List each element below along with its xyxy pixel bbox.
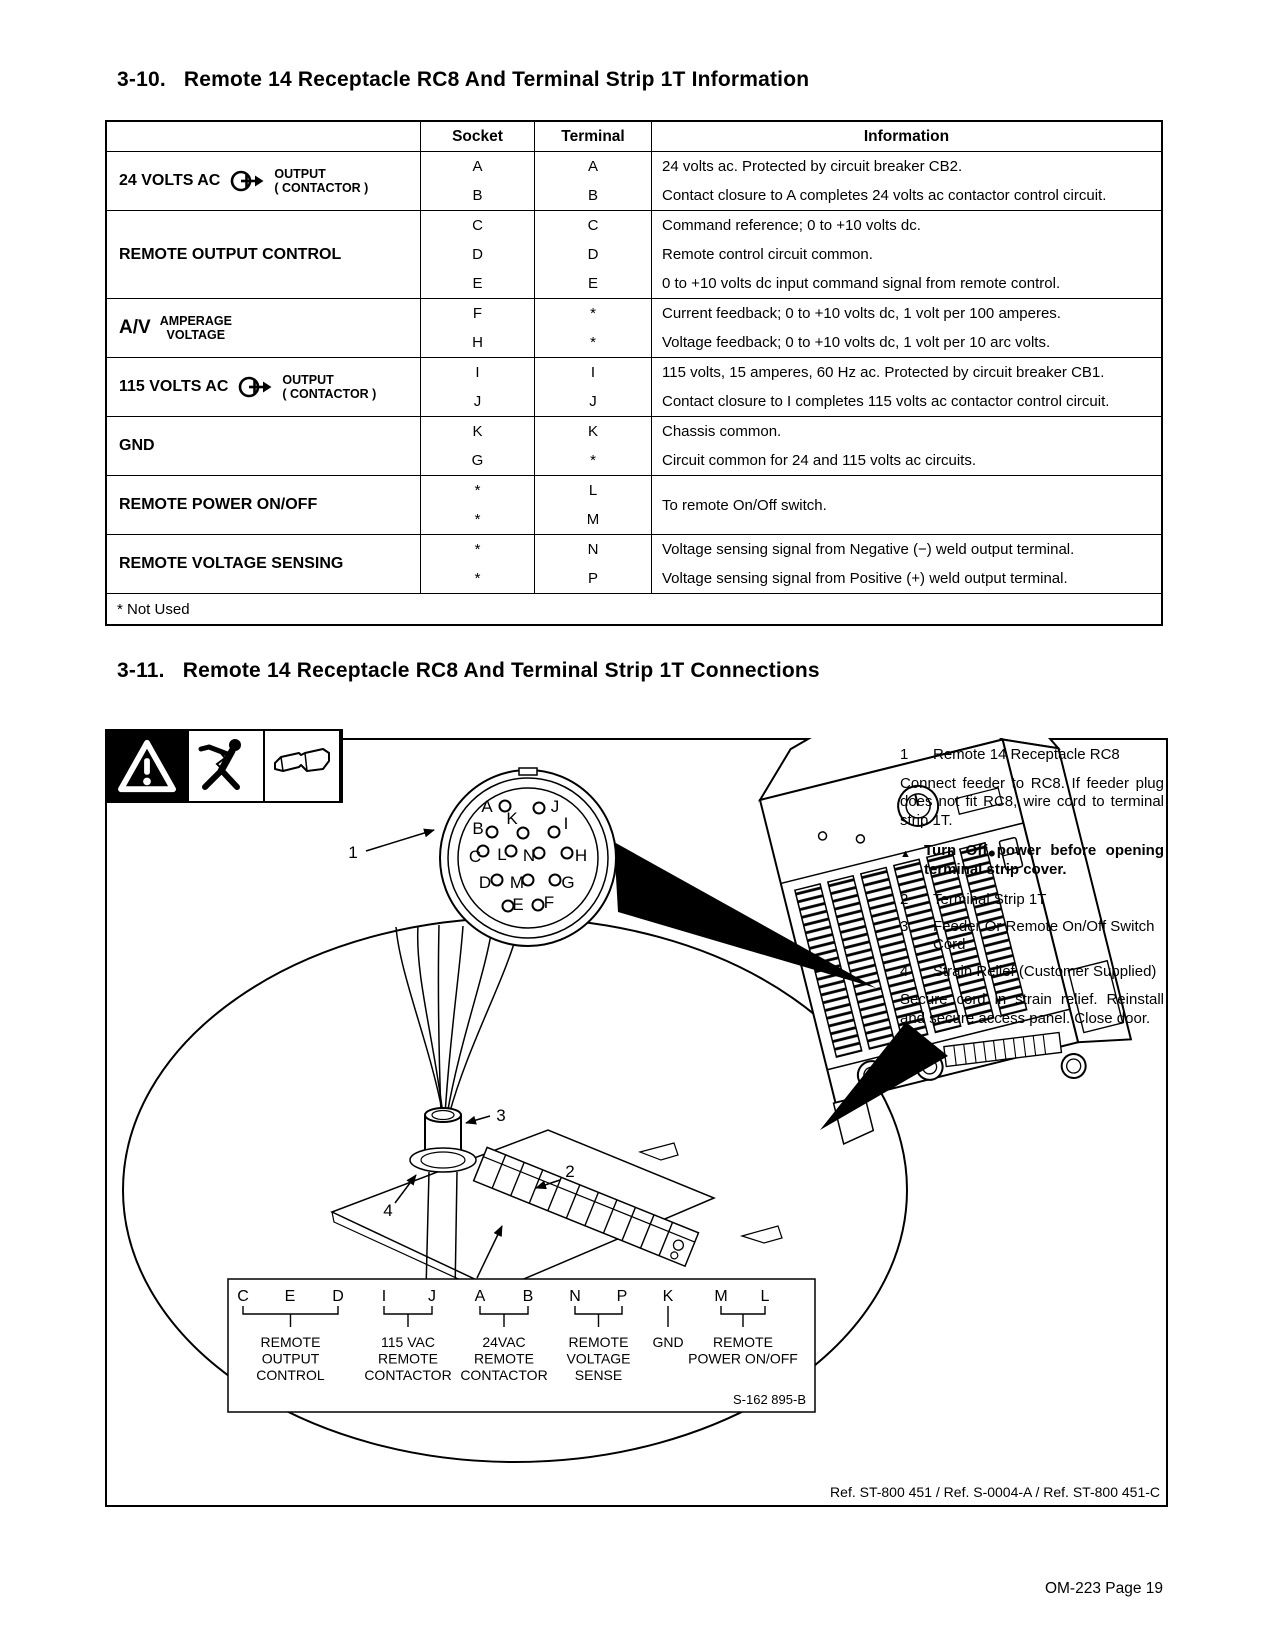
- socket-cell: [420, 417, 534, 475]
- pin-label-A: A: [481, 797, 493, 816]
- pin-label-G: G: [561, 873, 575, 892]
- information-value: Chassis common.: [662, 423, 782, 440]
- terminal-group-label: 115 VAC: [381, 1334, 435, 1350]
- table-group-row: [107, 358, 1161, 417]
- socket-value: D: [472, 246, 483, 263]
- terminal-group-label: REMOTE: [568, 1334, 629, 1350]
- terminal-letter-E: E: [284, 1288, 296, 1305]
- information-cell: To remote On/Off switch.: [651, 476, 1161, 534]
- pin-socket-I: [549, 827, 560, 838]
- pin-label-H: H: [574, 846, 588, 865]
- drawing-number: S-162 895-B: [733, 1392, 806, 1407]
- section-310-title: [117, 68, 809, 92]
- terminal-group-label: CONTACTOR: [460, 1367, 548, 1383]
- terminal-cell: [534, 152, 651, 210]
- output-contactor-icon: [229, 168, 265, 194]
- pin-socket-L: [506, 846, 517, 857]
- socket-value: *: [474, 570, 481, 587]
- terminal-value: K: [587, 423, 598, 440]
- legend-item: [900, 918, 1164, 955]
- table-group-row: [107, 299, 1161, 358]
- information-value: 115 volts, 15 amperes, 60 Hz ac. Protected by circuit breaker CB1.: [662, 364, 1105, 381]
- section-311-heading: Remote 14 Receptacle RC8 And Terminal Strip 1T Connections: [182, 659, 820, 682]
- section-311-number: 3-11.: [117, 659, 165, 682]
- legend-item-number: 1: [900, 746, 909, 763]
- pin-label-I: I: [563, 814, 569, 833]
- row-label: REMOTE VOLTAGE SENSING: [119, 555, 344, 572]
- electric-shock-icon: [189, 731, 265, 801]
- information-cell: [651, 358, 1161, 416]
- terminal-letter-A: A: [474, 1288, 486, 1305]
- terminal-cell: [534, 476, 651, 534]
- information-value: Remote control circuit common.: [662, 246, 873, 263]
- legend-safety-note: [900, 842, 1164, 879]
- socket-value: *: [474, 482, 481, 499]
- pin-label-C: C: [468, 847, 482, 866]
- terminal-value: I: [590, 364, 596, 381]
- terminal-value: *: [590, 452, 596, 469]
- row-label: A/V: [119, 317, 151, 338]
- legend-note-text: Turn Off power before opening terminal strip cover.: [924, 842, 1164, 878]
- terminal-letter-M: M: [714, 1288, 728, 1305]
- legend-item-text: Feeder Or Remote On/Off Switch Cord: [933, 917, 1155, 953]
- row-label-cell: [107, 211, 420, 298]
- socket-value: G: [471, 452, 484, 469]
- terminal-group-label: SENSE: [574, 1367, 623, 1383]
- legend-item-text: Strain Relief (Customer Supplied): [933, 962, 1157, 980]
- terminal-value: J: [589, 393, 597, 410]
- socket-cell: [420, 358, 534, 416]
- row-label: REMOTE POWER ON/OFF: [119, 496, 318, 513]
- figure-legend: [900, 746, 1164, 1040]
- header-empty: [107, 122, 420, 151]
- information-value: Voltage sensing signal from Negative (−) weld output terminal.: [662, 541, 1075, 558]
- terminal-letter-L: L: [760, 1288, 770, 1305]
- terminal-cell: [534, 535, 651, 593]
- socket-cell: [420, 535, 534, 593]
- row-label-cell: [107, 476, 420, 534]
- terminal-letter-C: C: [237, 1288, 249, 1305]
- legend-item-text: Remote 14 Receptacle RC8: [933, 746, 1120, 763]
- pin-socket-N: [534, 848, 545, 859]
- header-information: Information: [651, 122, 1161, 151]
- socket-value: E: [472, 275, 483, 292]
- information-value: Circuit common for 24 and 115 volts ac circuits.: [662, 452, 977, 469]
- legend-item-number: 4: [900, 962, 909, 980]
- socket-value: C: [472, 217, 483, 234]
- information-value: Command reference; 0 to +10 volts dc.: [662, 217, 921, 234]
- information-cell: [651, 211, 1161, 298]
- terminal-group-label: CONTROL: [256, 1367, 325, 1383]
- table-group-row: [107, 152, 1161, 211]
- terminal-value: B: [587, 187, 598, 204]
- table-group-row: [107, 535, 1161, 594]
- socket-value: H: [472, 334, 483, 351]
- row-label: 24 VOLTS AC: [119, 172, 221, 189]
- terminal-group-label: CONTACTOR: [364, 1367, 452, 1383]
- information-cell: [651, 535, 1161, 593]
- legend-item: [900, 963, 1164, 982]
- information-value: Contact closure to A completes 24 volts ac contactor control circuit.: [662, 187, 1107, 204]
- terminal-value: *: [590, 334, 596, 351]
- information-value: Current feedback; 0 to +10 volts dc, 1 volt per 100 amperes.: [662, 305, 1061, 322]
- terminal-letter-K: K: [662, 1288, 674, 1305]
- table-group-row: [107, 417, 1161, 476]
- information-value: 24 volts ac. Protected by circuit breaker CB2.: [662, 158, 963, 175]
- information-cell: [651, 299, 1161, 357]
- terminal-letter-I: I: [381, 1288, 387, 1305]
- safety-glasses-icon: [265, 731, 341, 801]
- terminal-group-label: REMOTE: [378, 1350, 438, 1367]
- pin-socket-D: [492, 875, 503, 886]
- legend-item: [900, 746, 1164, 765]
- section-311-title: [117, 659, 820, 683]
- pin-label-N: N: [522, 846, 536, 865]
- terminal-group-label: GND: [652, 1334, 684, 1350]
- socket-value: *: [474, 541, 481, 558]
- section-310-number: 3-10.: [117, 68, 166, 91]
- pin-socket-K: [518, 828, 529, 839]
- pin-socket-G: [550, 875, 561, 886]
- row-label-cell: [107, 417, 420, 475]
- information-value: Voltage sensing signal from Positive (+) weld output terminal.: [662, 570, 1068, 587]
- av-caption: AMPERAGE VOLTAGE: [159, 314, 232, 342]
- table-group-row: [107, 211, 1161, 299]
- socket-value: B: [472, 187, 483, 204]
- terminal-value: *: [590, 305, 596, 322]
- header-socket: Socket: [420, 122, 534, 151]
- legend-item-number: 3: [900, 917, 909, 935]
- pin-socket-J: [534, 803, 545, 814]
- safety-icon-band: [105, 729, 343, 803]
- page-footer: OM-223 Page 19: [1044, 1580, 1163, 1597]
- output-contactor-icon: [237, 374, 273, 400]
- row-label: 115 VOLTS AC: [119, 378, 229, 395]
- reference-text: Ref. ST-800 451 / Ref. S-0004-A / Ref. ST-800 451-C: [830, 1484, 1160, 1500]
- pin-label-L: L: [497, 845, 507, 864]
- socket-cell: [420, 476, 534, 534]
- terminal-group-label: REMOTE: [474, 1350, 534, 1367]
- terminal-letter-P: P: [616, 1288, 628, 1305]
- information-cell: [651, 152, 1161, 210]
- pin-label-E: E: [512, 895, 524, 914]
- pin-label-B: B: [472, 819, 484, 838]
- pin-label-D: D: [478, 873, 492, 892]
- terminal-value: P: [587, 570, 598, 587]
- table-group-row: [107, 476, 1161, 535]
- contactor-caption: OUTPUT ( CONTACTOR ): [282, 373, 377, 401]
- terminal-group-label: OUTPUT: [261, 1350, 320, 1367]
- socket-value: I: [475, 364, 480, 381]
- legend-paragraph: Secure cord in strain relief. Reinstall and secure access panel. Close door.: [900, 991, 1164, 1027]
- terminal-value: E: [587, 275, 598, 292]
- table-header-row: [107, 122, 1161, 152]
- pin-label-K: K: [506, 809, 518, 828]
- callout-4: 4: [383, 1201, 393, 1220]
- legend-item-number: 2: [900, 891, 909, 908]
- pin-label-F: F: [543, 893, 555, 912]
- terminal-value: L: [588, 482, 598, 499]
- table-footnote: * Not Used: [117, 600, 190, 618]
- row-label-cell: [107, 358, 420, 416]
- terminal-group-label: POWER ON/OFF: [688, 1350, 798, 1367]
- legend-item-text: Terminal Strip 1T: [933, 891, 1047, 908]
- header-terminal: Terminal: [534, 122, 651, 151]
- terminal-cell: [534, 417, 651, 475]
- rc8-pin-face: [440, 768, 616, 946]
- information-cell: [651, 417, 1161, 475]
- row-label: GND: [119, 437, 155, 454]
- socket-value: *: [474, 511, 481, 528]
- terminal-cell: [534, 358, 651, 416]
- section-310-heading: Remote 14 Receptacle RC8 And Terminal Strip 1T Information: [183, 68, 810, 91]
- socket-value: F: [472, 305, 483, 322]
- terminal-group-label: 24VAC: [482, 1334, 526, 1350]
- socket-value: A: [472, 158, 483, 175]
- socket-value: K: [472, 423, 483, 440]
- terminal-value: M: [586, 511, 600, 528]
- legend-item: [900, 891, 1164, 910]
- socket-value: J: [473, 393, 482, 410]
- information-value: Contact closure to I completes 115 volts ac contactor control circuit.: [662, 393, 1110, 410]
- terminal-value: D: [587, 246, 599, 263]
- pin-socket-M: [523, 875, 534, 886]
- warning-icon: [107, 731, 189, 801]
- terminal-group-label: REMOTE: [260, 1334, 321, 1350]
- terminal-letter-B: B: [522, 1288, 534, 1305]
- socket-cell: [420, 211, 534, 298]
- safety-triangle-icon: ▲: [900, 848, 911, 860]
- callout-2: 2: [565, 1162, 575, 1181]
- terminal-group-label: REMOTE: [713, 1334, 773, 1350]
- pin-socket-H: [562, 848, 573, 859]
- socket-cell: [420, 152, 534, 210]
- keyway-tab: [519, 768, 537, 775]
- row-label-cell: [107, 152, 420, 210]
- receptacle-info-table: [105, 120, 1163, 626]
- callout-1: 1: [348, 843, 358, 862]
- row-label: REMOTE OUTPUT CONTROL: [119, 245, 342, 263]
- terminal-value: N: [587, 541, 599, 558]
- pin-label-J: J: [550, 797, 560, 816]
- pin-label-M: M: [509, 873, 525, 892]
- terminal-cell: [534, 211, 651, 298]
- row-label-cell: [107, 535, 420, 593]
- terminal-value: C: [587, 217, 599, 234]
- terminal-group-label: VOLTAGE: [566, 1350, 631, 1367]
- terminal-value: A: [587, 158, 598, 175]
- socket-cell: [420, 299, 534, 357]
- terminal-cell: [534, 299, 651, 357]
- terminal-letter-D: D: [332, 1288, 344, 1305]
- table-body: [107, 152, 1161, 594]
- information-value: Voltage feedback; 0 to +10 volts dc, 1 volt per 10 arc volts.: [662, 334, 1051, 351]
- pin-socket-F: [533, 900, 544, 911]
- terminal-letter-N: N: [569, 1288, 581, 1305]
- callout-3: 3: [496, 1106, 506, 1125]
- legend-paragraph: Connect feeder to RC8. If feeder plug does not fit RC8, wire cord to terminal strip 1T.: [900, 774, 1164, 829]
- information-value: 0 to +10 volts dc input command signal from remote control.: [662, 275, 1061, 292]
- pin-socket-B: [487, 827, 498, 838]
- contactor-caption: OUTPUT ( CONTACTOR ): [274, 167, 369, 195]
- terminal-letter-J: J: [428, 1288, 436, 1305]
- row-label-cell: [107, 299, 420, 357]
